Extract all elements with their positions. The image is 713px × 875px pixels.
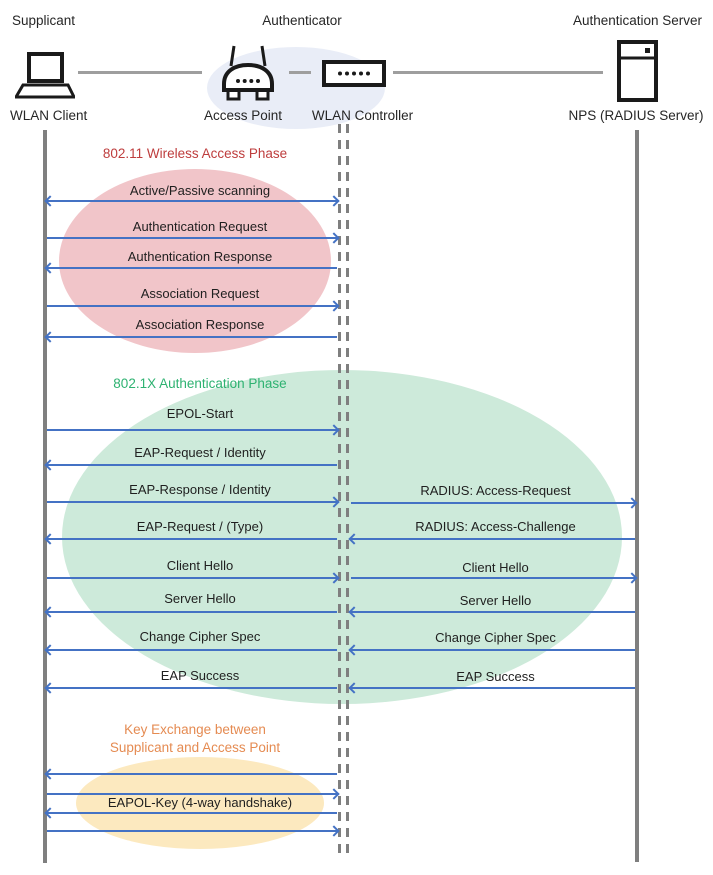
device-label-wlan-controller: WLAN Controller [311, 108, 414, 123]
message-arrow [351, 649, 635, 651]
phase2-title: 802.1X Authentication Phase [113, 376, 287, 391]
message-label: Server Hello [164, 591, 236, 606]
device-label-wlan-client: WLAN Client [10, 108, 88, 123]
message-arrow [47, 501, 337, 503]
lifeline-wlan-controller-dash-b [346, 124, 349, 855]
message-label: Change Cipher Spec [139, 629, 261, 644]
message-arrow [351, 611, 635, 613]
message-arrow [47, 577, 337, 579]
server-icon [617, 40, 658, 102]
message-arrow [47, 538, 337, 540]
message-label: Client Hello [166, 558, 234, 573]
message-label: Change Cipher Spec [435, 630, 556, 645]
message-label: EAP-Request / Identity [134, 445, 266, 460]
message-label: Association Request [140, 286, 260, 301]
message-label: RADIUS: Access-Request [420, 483, 571, 498]
message-label: Association Response [135, 317, 265, 332]
message-arrow [47, 237, 337, 239]
message-label: EAP Success [160, 668, 240, 683]
message-arrow [47, 305, 337, 307]
role-label-authentication-server: Authentication Server [572, 13, 703, 28]
message-arrow [47, 336, 337, 338]
message-label: RADIUS: Access-Challenge [415, 519, 576, 534]
device-label-nps: NPS (RADIUS Server) [568, 108, 704, 123]
message-arrow [47, 429, 337, 431]
phase3-title-line1: Key Exchange between [124, 722, 266, 737]
message-arrow [351, 577, 635, 579]
role-label-supplicant: Supplicant [12, 13, 76, 28]
laptop-icon [15, 52, 75, 104]
message-arrow [351, 502, 635, 504]
phase1-title: 802.11 Wireless Access Phase [102, 146, 288, 161]
connector-line-controller-to-server [393, 71, 603, 74]
phase3-title-line2: Supplicant and Access Point [109, 740, 281, 755]
message-label: EAPOL-Key (4-way handshake) [107, 795, 293, 810]
message-arrow [47, 687, 337, 689]
message-arrow [47, 200, 337, 202]
message-arrow [47, 830, 337, 832]
message-label: EPOL-Start [166, 406, 234, 421]
message-label: EAP-Request / (Type) [136, 519, 264, 534]
access-point-icon [216, 44, 280, 104]
message-label: Client Hello [462, 560, 529, 575]
message-label: EAP-Response / Identity [129, 482, 271, 497]
message-arrow [47, 812, 337, 814]
message-arrow [351, 538, 635, 540]
role-label-authenticator: Authenticator [262, 13, 342, 28]
device-label-access-point: Access Point [203, 108, 283, 123]
message-label: Authentication Response [127, 249, 273, 264]
message-arrow [47, 464, 337, 466]
message-arrow [47, 649, 337, 651]
connector-line-client-to-ap [78, 71, 202, 74]
message-label: Server Hello [459, 593, 532, 608]
message-label: EAP Success [456, 669, 535, 684]
message-arrow [47, 773, 337, 775]
message-label: Authentication Request [132, 219, 268, 234]
wlan-controller-icon [322, 60, 386, 87]
message-arrow [47, 267, 337, 269]
message-arrow [47, 611, 337, 613]
connector-line-ap-to-controller [289, 71, 311, 74]
message-arrow [351, 687, 635, 689]
message-label: Active/Passive scanning [129, 183, 271, 198]
lifeline-wlan-client [43, 130, 47, 863]
